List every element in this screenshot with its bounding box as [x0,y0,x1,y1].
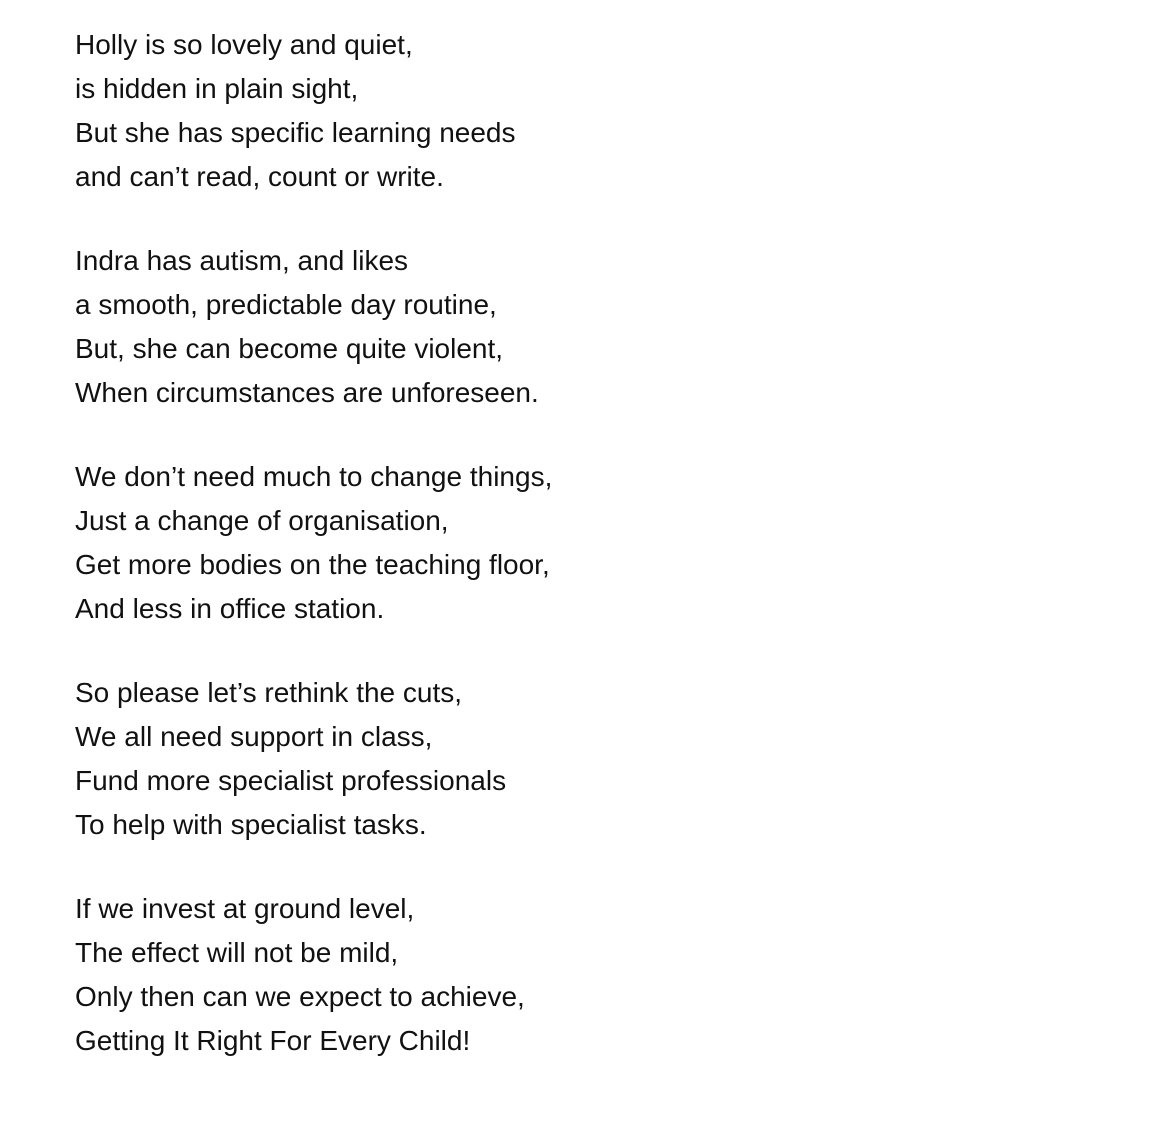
poem-line: We don’t need much to change things, [75,461,553,492]
poem-line: Only then can we expect to achieve, [75,981,525,1012]
stanza-2 [75,239,1115,415]
poem-line: And less in office station. [75,593,385,624]
poem-line: is hidden in plain sight, [75,73,359,104]
poem-line: But, she can become quite violent, [75,333,504,364]
poem-line: and can’t read, count or write. [75,161,444,192]
poem-line: Indra has autism, and likes [75,245,409,276]
stanza-5 [75,887,1115,1063]
poem-line: When circumstances are unforeseen. [75,377,539,408]
stanza-1 [75,23,1115,199]
poem-line: To help with specialist tasks. [75,809,427,840]
poem-line: Just a change of organisation, [75,505,449,536]
poem-line: We all need support in class, [75,721,433,752]
stanza-4 [75,671,1115,847]
poem-line: The effect will not be mild, [75,937,399,968]
stanza-3 [75,455,1115,631]
poem-line: Get more bodies on the teaching floor, [75,549,550,580]
poem-line: So please let’s rethink the cuts, [75,677,463,708]
poem-line: If we invest at ground level, [75,893,415,924]
poem-line: a smooth, predictable day routine, [75,289,497,320]
poem-line: Getting It Right For Every Child! [75,1025,471,1056]
poem-line: But she has specific learning needs [75,117,516,148]
poem-line: Holly is so lovely and quiet, [75,29,413,60]
poem-line: Fund more specialist professionals [75,765,507,796]
poem-document [75,23,1115,1103]
